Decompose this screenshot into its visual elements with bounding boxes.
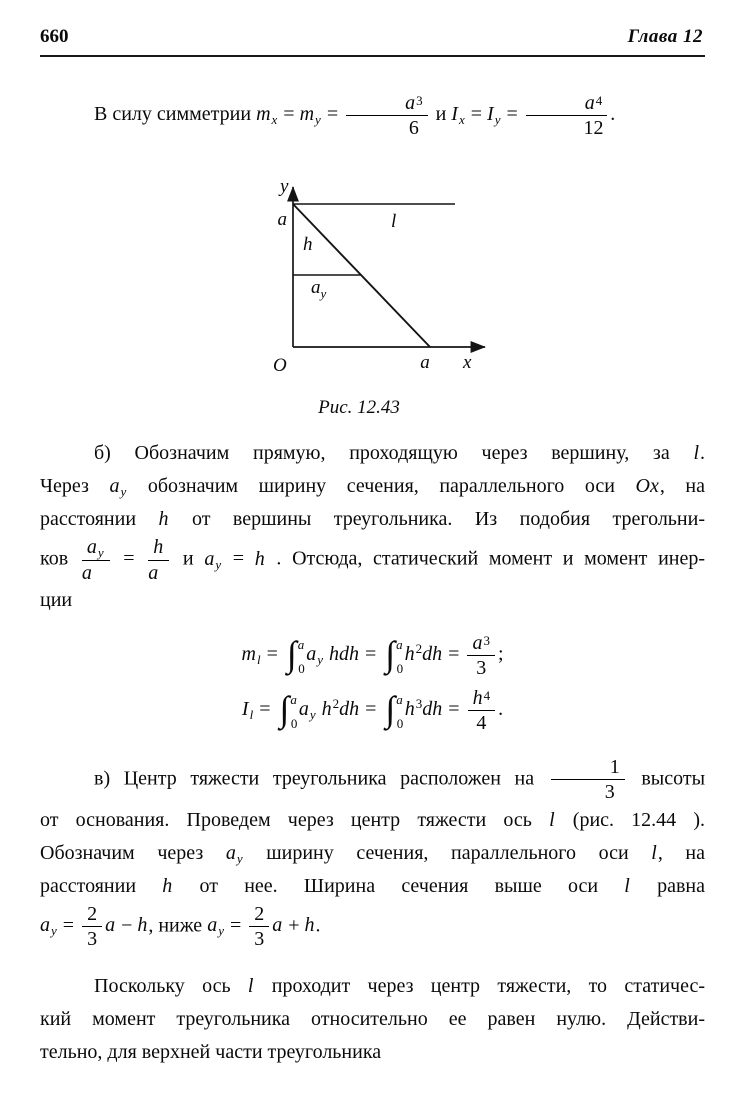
equation-inertia-moment: $I_l$ = ∫ a 0 $a_y$ $h^2dh$ = ∫ a 0 $h^3dh$ = $\frac{h^4}{4}$ . xyxy=(241,687,504,735)
figure-12-43 xyxy=(251,175,513,419)
text-line: Поскольку ось l проходит через центр тяжести, то статичес- xyxy=(94,975,705,998)
page-header xyxy=(40,26,705,57)
paragraph-b xyxy=(40,437,705,617)
text-line: кий момент треугольника относительно ее равен нулю. Действи- xyxy=(40,1008,705,1031)
equations-block xyxy=(40,627,705,738)
paragraph-final xyxy=(40,970,705,1069)
text-line: от основания. Проведем через центр тяжести ось l (рис. 12.44 ). xyxy=(40,808,705,831)
paragraph-v xyxy=(40,756,705,951)
text-line: тельно, для верхней части треугольника xyxy=(40,1041,382,1064)
text-line: Через $a_y$ обозначим ширину сечения, параллельного оси Ox, на xyxy=(40,475,705,500)
text-line: Обозначим через $a_y$ ширину сечения, параллельного оси l, на xyxy=(40,841,705,866)
text-line: расстоянии h от вершины треугольника. Из подобия трегольни- xyxy=(40,508,705,531)
a-bottom-label: a xyxy=(420,352,430,374)
text-line: расстоянии h от нее. Ширина сечения выше оси l равна xyxy=(40,874,705,897)
chapter-title: Глава 12 xyxy=(627,26,703,47)
y-axis-label: y xyxy=(280,176,289,198)
figure-caption: Рис. 12.43 xyxy=(318,397,400,419)
l-line-label: l xyxy=(391,211,397,233)
text-line: ции xyxy=(40,589,73,612)
page-number: 660 xyxy=(40,26,69,47)
origin-label: O xyxy=(273,355,287,377)
text-line: в) Центр тяжести треугольника расположен на $\frac{1}{3}$ высоты xyxy=(94,755,706,804)
triangle-diagram xyxy=(251,175,513,389)
text-line: $a_y$ = $\frac{2}{3}$ a − h, ниже $a_y$ = $\frac{2}{3}$ a + h. xyxy=(40,902,321,951)
x-axis-label: x xyxy=(463,352,472,374)
h-label: h xyxy=(303,234,313,256)
text-line: ков $\frac{a_y}{a}$ = $\frac{h}{a}$ и $a_y = h$ . Отсюда, статический момент и момент инер- xyxy=(40,536,706,584)
ay-label: $a_y$ xyxy=(311,277,327,302)
equation-static-moment: $m_l$ = ∫ a 0 $a_y$ hdh = ∫ a 0 $h^2dh$ = $\frac{a^3}{3}$ ; xyxy=(241,631,504,679)
text-line: б) Обозначим прямую, проходящую через вершину, за l. xyxy=(94,442,705,465)
a-top-label: a xyxy=(277,209,287,231)
intro-paragraph: В силу симметрии $m_x = m_y$ = $\frac{a^3}{6}$ и $I_x = I_y$ = $\frac{a^4}{12}$ . xyxy=(94,91,616,139)
